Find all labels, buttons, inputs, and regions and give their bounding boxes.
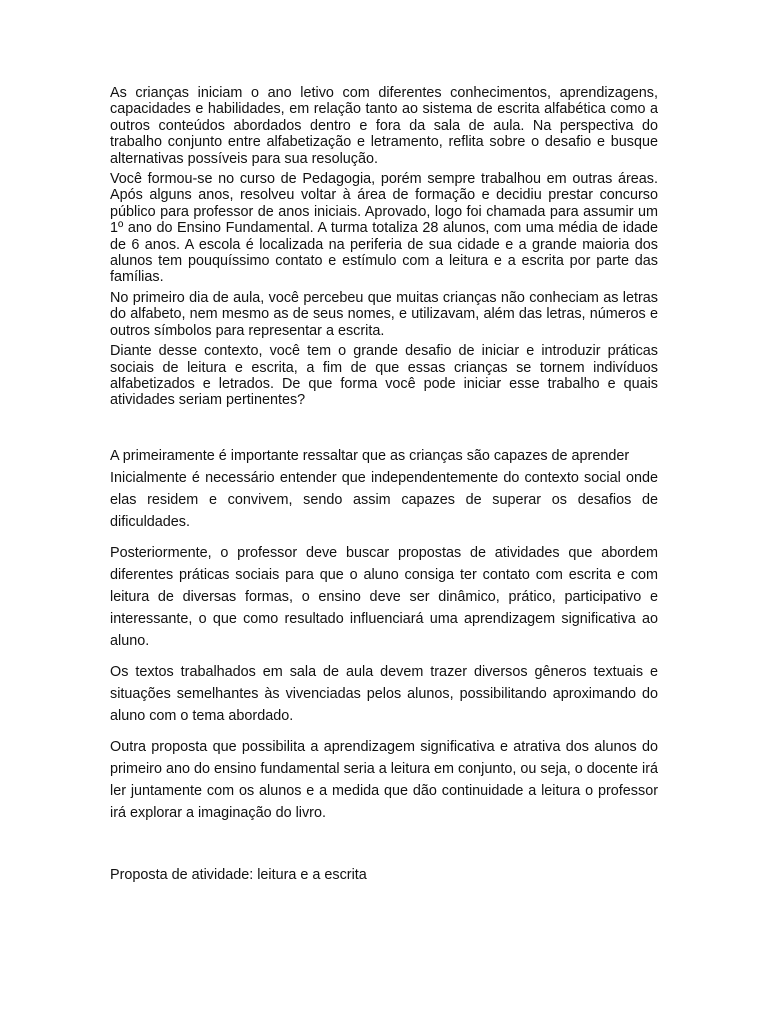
question-section xyxy=(110,85,658,409)
question-paragraph-3: No primeiro dia de aula, você percebeu que muitas crianças não conheciam as letras do alfabeto, nem mesmo as de seus nomes, e utilizavam, além das letras, números e outros símbolos para representar a escrita. xyxy=(110,289,658,339)
activity-proposal-title: Proposta de atividade: leitura e a escrita xyxy=(110,866,367,883)
answer-paragraph-2: Posteriormente, o professor deve buscar propostas de atividades que abordem diferentes práticas sociais para que o aluno consiga ter contato com escrita e com leitura de diversas formas, o ensino deve ser dinâmico, prático, participativo e interessante, o que como resultado influenciará uma aprendizagem significativa ao aluno. xyxy=(110,544,658,649)
answer-section xyxy=(110,447,658,886)
question-paragraph-4: Diante desse contexto, você tem o grande desafio de iniciar e introduzir práticas sociais de leitura e escrita, a fim de que essas crianças se tornem indivíduos alfabetizados e letrados. De que forma você pode iniciar esse trabalho e quais atividades seriam pertinentes? xyxy=(110,343,658,409)
document-page xyxy=(110,85,658,886)
answer-paragraph-3: Os textos trabalhados em sala de aula devem trazer diversos gêneros textuais e situações semelhantes às vivenciadas pelos alunos, possibilitando aproximando do aluno com o tema abordado. xyxy=(110,663,658,724)
answer-paragraph-4: Outra proposta que possibilita a aprendizagem significativa e atrativa dos alunos do primeiro ano do ensino fundamental seria a leitura em conjunto, ou seja, o docente irá ler juntamente com os alunos e a medida que dão continuidade a leitura o professor irá explorar a imaginação do livro. xyxy=(110,738,658,821)
question-paragraph-2: Você formou-se no curso de Pedagogia, porém sempre trabalhou em outras áreas. Após alguns anos, resolveu voltar à área de formação e decidiu prestar concurso público para professor de anos iniciais. Aprovado, logo foi chamada para assumir um 1º ano do Ensino Fundamental. A turma totaliza 28 alunos, com uma média de idade de 6 anos. A escola é localizada na periferia de sua cidade e a grande maioria dos alunos tem pouquíssimo contato e estímulo com a leitura e a escrita por parte das famílias. xyxy=(110,171,658,286)
answer-heading: A primeiramente é importante ressaltar que as crianças são capazes de aprender xyxy=(110,447,630,464)
answer-paragraph-1: Inicialmente é necessário entender que independentemente do contexto social onde elas residem e convivem, sendo assim capazes de superar os desafios de dificuldades. xyxy=(110,469,658,530)
question-paragraph-1: As crianças iniciam o ano letivo com diferentes conhecimentos, aprendizagens, capacidades e habilidades, em relação tanto ao sistema de escrita alfabética como a outros conteúdos abordados dentro e fora da sala de aula. Na perspectiva do trabalho conjunto entre alfabetização e letramento, reflita sobre o desafio e busque alternativas possíveis para sua resolução. xyxy=(110,85,658,167)
